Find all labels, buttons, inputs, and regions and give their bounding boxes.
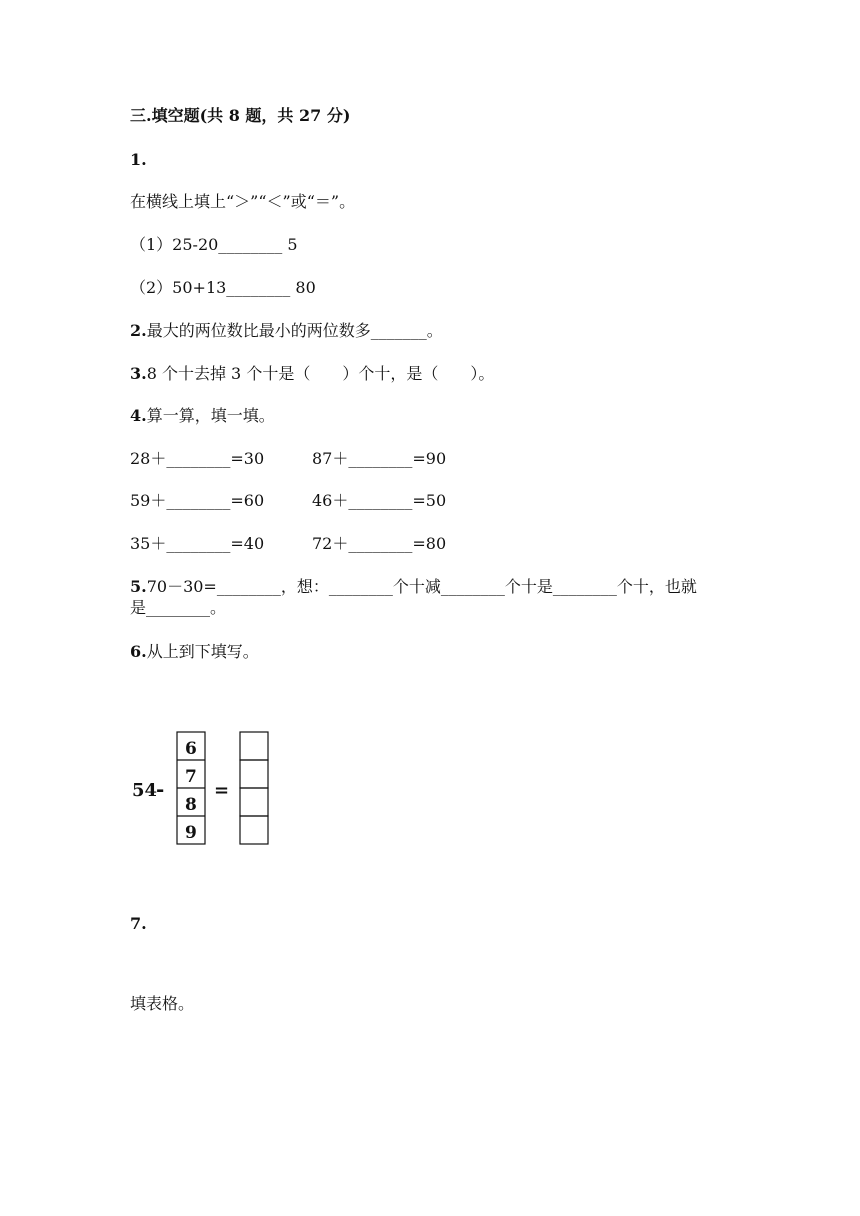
answer-box[interactable] [240,732,268,760]
figure-equals-sign: = [214,780,230,801]
question-6-text: 从上到下填写。 [146,642,259,661]
question-2 [130,321,443,341]
question-1-item-1: （1）25-20________ 5 [130,235,298,254]
answer-box[interactable] [240,760,268,788]
figure-minus-sign: - [156,777,165,801]
subtrahend-cell: 7 [185,767,197,787]
question-5-number: 5. [130,577,147,596]
question-5-text-line-1: 70－30=________，想：________个十减________个十是________个十，也就 [146,577,697,596]
figure-minuend: 54 [132,780,158,801]
question-3-text: 8 个十去掉 3 个十是（ ）个十，是（ ）。 [146,364,495,383]
question-5-line-2: 是________。 [130,598,227,617]
question-2-text: 最大的两位数比最小的两位数多_______。 [146,321,443,340]
question-4 [130,406,275,426]
question-4-row-3-right: 72＋________=80 [312,534,447,553]
answer-box[interactable] [240,816,268,844]
question-6 [130,642,259,662]
subtrahend-cell: 8 [185,795,197,815]
question-4-row-2-left: 59＋________=60 [130,491,265,510]
question-5-line-1 [130,577,697,597]
question-1-number: 1. [130,150,147,169]
question-1-instruction: 在横线上填上“＞”“＜”或“＝”。 [130,192,356,211]
question-1-item-2: （2）50+13________ 80 [130,278,316,297]
question-4-number: 4. [130,406,147,425]
question-3-number: 3. [130,364,147,383]
section-title: 三.填空题(共 8 题，共 27 分) [130,106,351,125]
subtrahend-cell: 9 [185,823,197,843]
question-4-text: 算一算，填一填。 [146,406,275,425]
question-4-row-1-left: 28＋________=30 [130,449,265,468]
answer-box[interactable] [240,788,268,816]
question-4-row-1-right: 87＋________=90 [312,449,447,468]
question-3 [130,364,494,384]
question-2-number: 2. [130,321,147,340]
answer-column [240,732,268,844]
subtrahend-cell: 6 [185,739,197,759]
question-7-text: 填表格。 [130,994,195,1013]
question-4-row-3-left: 35＋________=40 [130,534,265,553]
subtraction-figure [128,728,278,852]
question-4-row-2-right: 46＋________=50 [312,491,447,510]
question-7-number: 7. [130,914,147,933]
question-6-number: 6. [130,642,147,661]
